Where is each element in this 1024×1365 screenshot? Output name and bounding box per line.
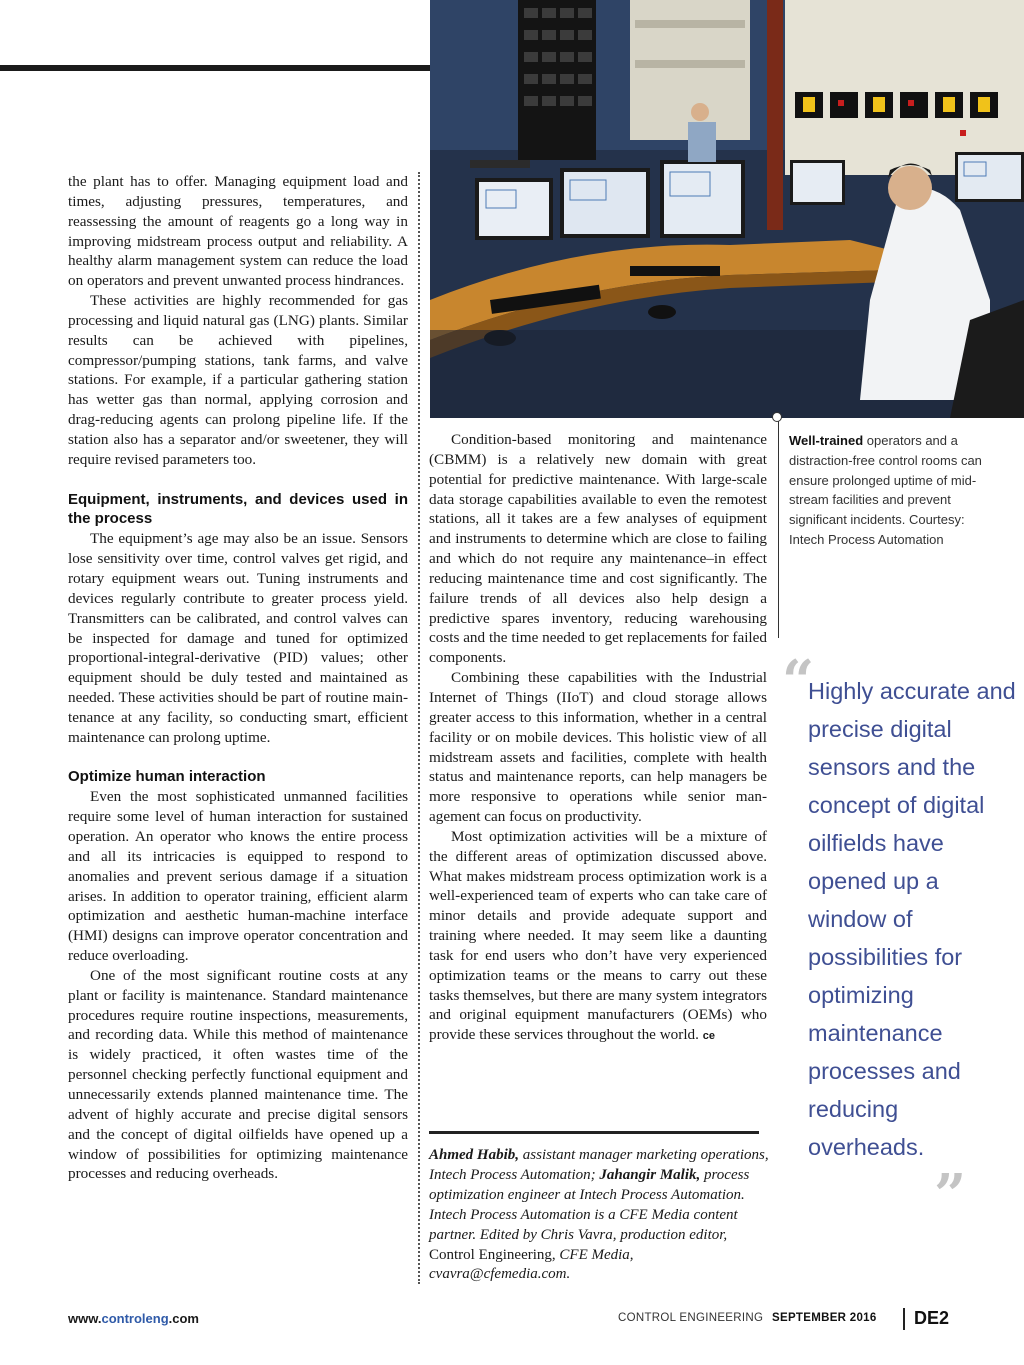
paragraph: Condition-based monitoring and maintenance (CBMM) is a relatively new domain with great potential for predictive maintenance. With large-scale data storage capabilities available to even the remotest stations, all it takes are a few analyses of equipment and instruments to determine which are close to failing and which do not require any maintenance–in effect reducing maintenance time and cost significantly. The failure trends of all devices also help design a predictive spares inventory, reducing warehousing costs and the time needed to get replacements for failed components. xyxy=(429,431,767,667)
caption-leader-line xyxy=(778,420,779,638)
magazine-name: CONTROL ENGINEERING xyxy=(618,1312,764,1324)
paragraph: the plant has to offer. Managing equipment load and times, adjusting pressures, temperatures, and reassessing the amount of reagents go a long way in improving midstream process output and reliability. A healthy alarm management system can reduce the load on operators and prevent unwanted process hindrances. xyxy=(68,173,408,290)
control-room-photo xyxy=(430,0,1024,418)
author-bio xyxy=(429,1146,769,1285)
close-quote-icon: ” xyxy=(934,1162,967,1228)
caption-lead: Well-trained xyxy=(789,433,864,448)
paragraph: Combining these capabilities with the Industrial Internet of Things (IIoT) and cloud storage allows greater access to this information, whether in a central facility or on mobile devices. This holistic view of all midstream assets and facilities, complete with health status and maintenance reports, can help managers be more responsive to operations while senior management can focus on productivity. xyxy=(429,669,767,826)
website-link[interactable] xyxy=(68,1311,199,1326)
bio-rule xyxy=(429,1131,759,1134)
url-suffix: .com xyxy=(168,1311,199,1326)
caption-leader-dot xyxy=(772,412,782,422)
paragraph: These activities are highly recommended for gas processing and liquid natural gas (LNG) plants. Similar results can be achieved with pipelines, compressor/pumping stations, tank farms, and valve stations. For example, if a particular gathering station has wetter gas than normal, applying corrosion and drag-reducing agents can prolong pipeline life. If the station also has a separator and/or sweetener, they will require revised parameters too. xyxy=(68,292,408,468)
paragraph: Even the most sophisticated unmanned facilities require some level of human interaction for sustained operation. An operator who knows the entire process and all its intricacies is equipped to respond to anomalies and prevent serious damage if a situation arises. In addition to operator training, efficient alarm optimization and aesthetic human-machine interface (HMI) designs can improve operator concentration and reduce overloading. xyxy=(68,788,408,965)
article-column-2 xyxy=(429,430,767,1047)
issue-date: SEPTEMBER 2016 xyxy=(772,1312,877,1324)
author-role: assistant manager marketing operations, Intech Process Automation; xyxy=(429,1147,769,1183)
author-name: Jahangir Malik, xyxy=(599,1166,701,1183)
url-prefix: www. xyxy=(68,1311,102,1326)
paragraph: One of the most significant routine costs at any plant or facility is maintenance. Standard maintenance procedures require routine inspections, measurements, and recording data. While this method of maintenance is widely practiced, it often wastes time of the personnel checking perfectly functional equipment and unnecessarily extends planned maintenance time. The advent of highly accurate and precise digital sensors and the concept of digital oilfields have opened up a window of possibilities for optimizing maintenance processes and reducing overheads. xyxy=(68,966,408,1183)
page-number: DE2 xyxy=(914,1308,950,1328)
bio-tail: CFE Media, cvavra@cfemedia.com. xyxy=(429,1246,634,1283)
end-mark: ce xyxy=(702,1030,715,1043)
section-heading: Equipment, instruments, and devices used in the process xyxy=(68,490,408,528)
author-name: Ahmed Habib, xyxy=(429,1147,520,1163)
page-footer xyxy=(0,1308,1024,1332)
footer-separator xyxy=(903,1308,905,1330)
author-role: process optimization engineer at Intech Process Automation. Intech Process Automation is a CFE Media content partner. Edited by Chris Vavra, production editor, xyxy=(429,1166,750,1243)
paragraph-text: Most optimization activities will be a mixture of the different areas of optimization discussed above. What makes midstream process optimization work is a well-experienced team of experts who can take care of minor details and provide adequate support and training where needed. It may seem like a daunting task for end users who don’t have very experienced optimization teams or the means to carry out these tasks themselves, but there are many system integrators and original equipment manufacturers (OEMs) who provide these services throughout the world. xyxy=(429,827,767,1044)
publication-name: Control Engineering, xyxy=(429,1246,556,1263)
paragraph xyxy=(429,827,767,1047)
pull-quote: Highly accurate and precise digital sensors and the concept of digital oilfields have opened up a window of possibilities for optimizing maintenance processes and reducing overheads. xyxy=(808,678,1016,1160)
column-divider xyxy=(418,172,420,1284)
caption-text: operators and a distraction-free control rooms can ensure prolonged uptime of midstream facilities and prevent significant incidents. Courtesy: Intech Process Automation xyxy=(789,433,982,547)
paragraph: The equipment’s age may also be an issue. Sensors lose sensitivity over time, control valves get rigid, and rotary equipment wears out. Tuning instruments and devices regularly contribute to greater process yield. Transmitters can be calibrated, and control valves can be inspected for damage and tuned for optimized proportional-integral-derivative (PID) values; other equipment should be duly tested and maintained as needed. These activities should be part of routine maintenance at any facility, so conducting smart, efficient maintenance can prolong uptime. xyxy=(68,530,408,746)
open-quote-icon: “ xyxy=(782,648,815,714)
section-heading: Optimize human interaction xyxy=(68,768,266,786)
article-column-1 xyxy=(68,172,408,1184)
url-brand: controleng xyxy=(101,1311,169,1326)
photo-caption xyxy=(789,431,989,550)
top-rule xyxy=(0,65,430,71)
